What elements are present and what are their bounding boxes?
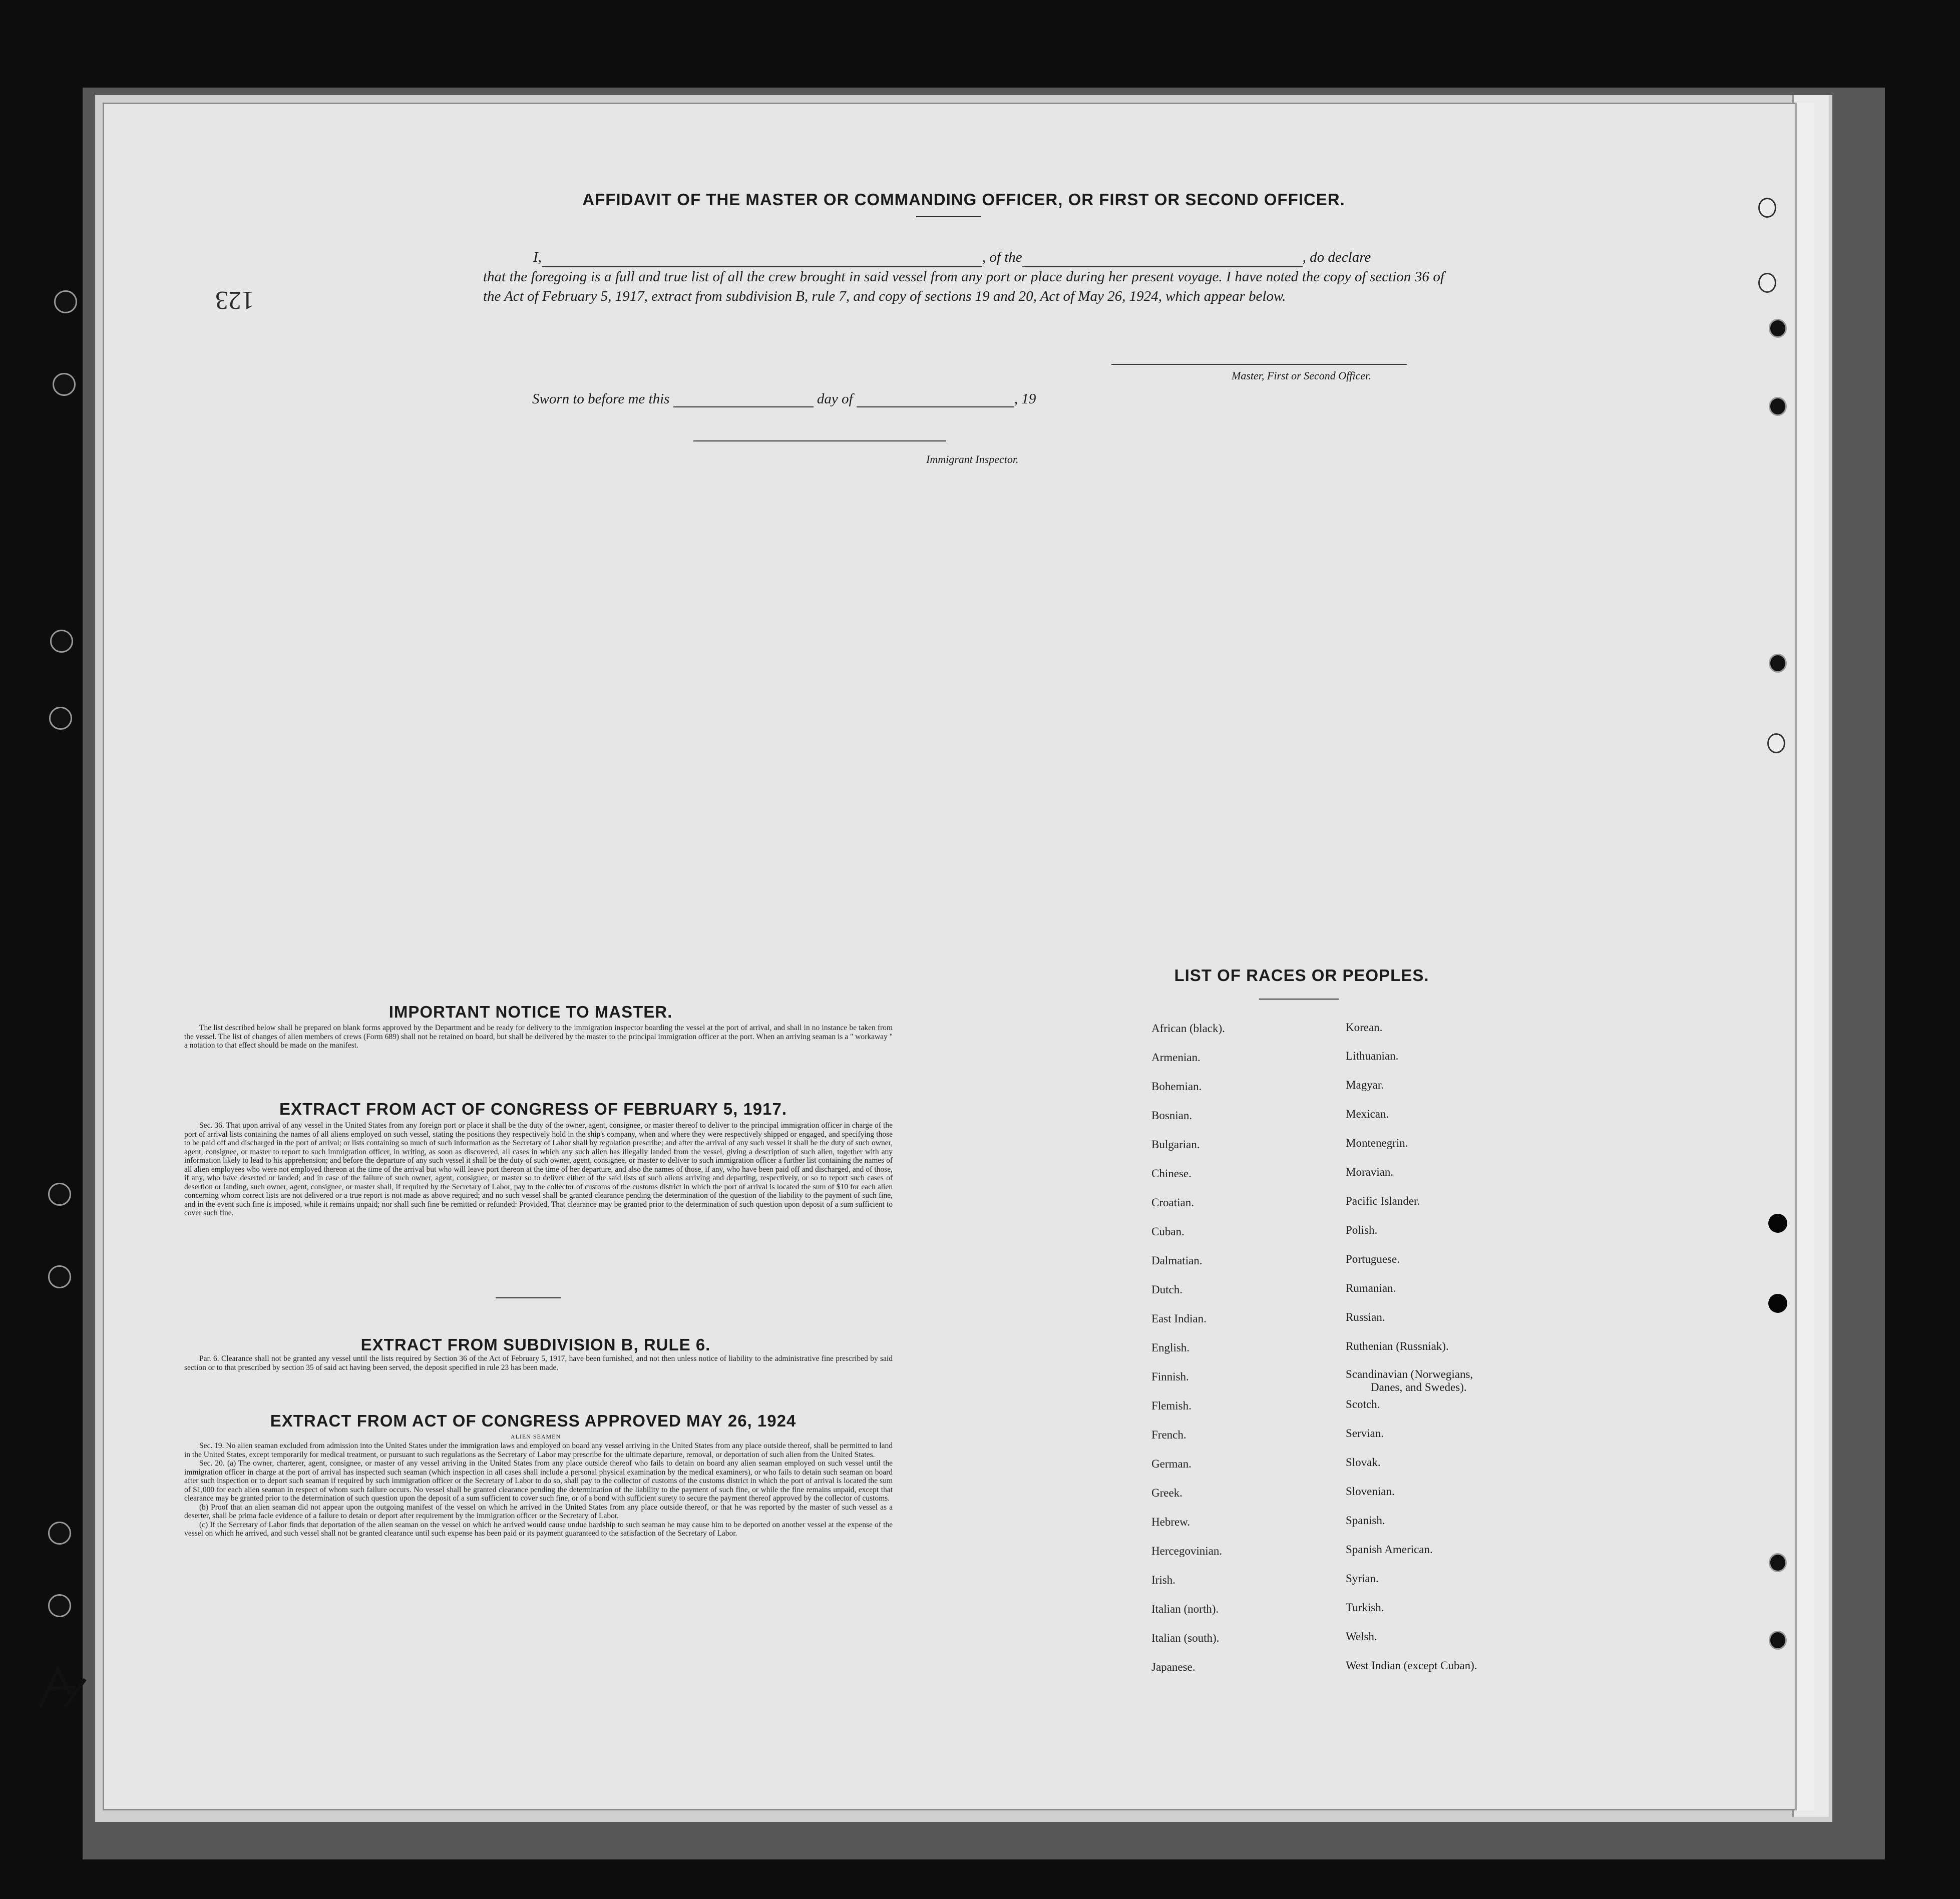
punch-hole <box>1768 1214 1787 1233</box>
section-divider <box>496 1297 561 1298</box>
race-item: Scotch. <box>1346 1398 1380 1410</box>
race-item: Flemish. <box>1151 1399 1192 1412</box>
punch-hole <box>54 290 77 313</box>
race-item: African (black). <box>1151 1022 1225 1035</box>
punch-hole <box>1769 397 1787 416</box>
race-item: Spanish American. <box>1346 1543 1433 1556</box>
race-item: Finnish. <box>1151 1370 1189 1383</box>
punch-hole <box>49 707 72 730</box>
race-item: Croatian. <box>1151 1196 1194 1209</box>
punch-hole <box>1758 198 1776 218</box>
vessel-field[interactable] <box>1022 253 1303 267</box>
affidavit-declare-label: , do declare <box>1302 249 1371 265</box>
section-20a-paragraph: Sec. 20. (a) The owner, charterer, agent, consignee, or master of any vessel arriving in the United States from any place outside thereof who fails to detain on board any alien seaman employed on such vessel until the immigration officer in charge at the port of arrival has inspected such seaman (which inspection in all cases shall include a personal physical examination by the medical examiners), or who fails to detain such seaman on board after such inspection or to deport such seaman if required by such immigration officer or the Secretary of Labor to do so, shall pay to the collector of customs of the customs district in which the port of arrival is located the sum of $1,000 for each alien seaman in respect of whom such failure occurs. No vessel shall be granted clearance pending the determination of the liability to the payment of such fine, or while the fine remains unpaid, except that clearance may be granted prior to the determination of such question upon the deposit of a sum sufficient to cover such fine, or of a bond with sufficient surety to secure the payment thereof approved by the collector of customs. <box>184 1459 893 1503</box>
race-item: Syrian. <box>1346 1572 1379 1585</box>
punch-hole <box>1769 1553 1787 1572</box>
race-item: Bosnian. <box>1151 1109 1193 1122</box>
extract-1924-body <box>184 1442 893 1538</box>
affidavit-body <box>483 248 1444 306</box>
race-item: English. <box>1151 1341 1190 1354</box>
race-item: Slovenian. <box>1346 1485 1395 1498</box>
inspector-signature-line[interactable] <box>693 440 946 441</box>
extract-1917-title: EXTRACT FROM ACT OF CONGRESS OF FEBRUARY 5, 1917. <box>279 1100 788 1118</box>
page-edge-strip <box>1795 103 1814 1810</box>
race-item: Portuguese. <box>1346 1253 1400 1265</box>
affidavit-title: AFFIDAVIT OF THE MASTER OR COMMANDING OFFICER, OR FIRST OR SECOND OFFICER. <box>582 190 1345 209</box>
race-item: French. <box>1151 1429 1187 1441</box>
notice-body <box>184 1024 893 1050</box>
sworn-day-field[interactable] <box>673 393 814 407</box>
race-item: Welsh. <box>1346 1630 1377 1643</box>
page-number: 123 <box>215 286 254 314</box>
race-item: Montenegrin. <box>1346 1137 1408 1149</box>
race-item: Rumanian. <box>1346 1282 1396 1294</box>
race-item: Italian (north). <box>1151 1603 1219 1615</box>
race-item: Lithuanian. <box>1346 1050 1399 1062</box>
race-item: Hercegovinian. <box>1151 1545 1223 1557</box>
punch-hole <box>48 1265 71 1288</box>
race-item: German. <box>1151 1458 1192 1470</box>
punch-hole <box>1758 273 1776 293</box>
affidavit-declaration-line <box>483 248 1444 267</box>
race-item: Korean. <box>1346 1021 1383 1034</box>
year-label: , 19 <box>1014 391 1036 407</box>
race-item: Magyar. <box>1346 1079 1384 1091</box>
sworn-statement <box>532 391 1036 407</box>
alien-seamen-subtitle: ALIEN SEAMEN <box>510 1433 561 1440</box>
title-divider <box>916 216 981 217</box>
punch-hole <box>48 1522 71 1545</box>
race-item-line: Scandinavian (Norwegians, <box>1346 1368 1473 1380</box>
race-item: Moravian. <box>1346 1166 1394 1178</box>
handwritten-mark-icon <box>35 1659 95 1714</box>
affidavit-i-label: I, <box>533 249 542 265</box>
notice-paragraph: The list described below shall be prepared on blank forms approved by the Department and be ready for delivery to the immigration inspector boarding the vessel at the port of arrival, and shall in no instance be taken from the vessel. The list of changes of alien members of crews (Form 689) shall not be retained on board, but shall be delivered by the master to the principal immigration officer at the port. When an arriving seaman is a " workaway " a notation to that effect should be made on the manifest. <box>184 1024 893 1050</box>
race-item: Dalmatian. <box>1151 1254 1203 1267</box>
master-signature-line[interactable] <box>1111 364 1407 365</box>
race-item: Dutch. <box>1151 1283 1183 1296</box>
race-item-continuation: Danes, and Swedes). <box>1371 1381 1467 1393</box>
race-item: Servian. <box>1346 1427 1384 1440</box>
affidavit-statement: that the foregoing is a full and true list of all the crew brought in said vessel from any port or place during her present voyage. I have noted the copy of section 36 of the Act of February 5, 1917, extract from subdivision B, rule 7, and copy of sections 19 and 20, Act of May 26, 1924, which appear below. <box>483 269 1444 304</box>
master-signature-label: Master, First or Second Officer. <box>1232 369 1371 382</box>
race-item: Russian. <box>1346 1311 1385 1323</box>
extract-rule-6-title: EXTRACT FROM SUBDIVISION B, RULE 6. <box>360 1335 711 1354</box>
race-item: Bohemian. <box>1151 1080 1202 1093</box>
race-item: Pacific Islander. <box>1346 1195 1420 1207</box>
race-item: Japanese. <box>1151 1661 1196 1673</box>
punch-hole <box>53 373 76 396</box>
punch-hole <box>48 1594 71 1617</box>
punch-hole <box>50 630 73 653</box>
punch-hole <box>1768 1294 1787 1313</box>
extract-rule-6-body <box>184 1354 893 1372</box>
sworn-month-field[interactable] <box>857 393 1014 407</box>
punch-hole <box>48 1183 71 1206</box>
race-item: Ruthenian (Russniak). <box>1346 1340 1449 1352</box>
races-divider <box>1259 999 1339 1000</box>
race-item: Cuban. <box>1151 1225 1185 1238</box>
inspector-signature-label: Immigrant Inspector. <box>926 453 1019 465</box>
punch-hole <box>1769 654 1787 673</box>
extract-1924-title: EXTRACT FROM ACT OF CONGRESS APPROVED MAY 26, 1924 <box>270 1411 797 1430</box>
punch-hole <box>1767 733 1785 753</box>
section-19-paragraph: Sec. 19. No alien seaman excluded from admission into the United States under the immigration laws and employed on board any vessel arriving in the United States from any place outside thereof, shall be permitted to land in the United States, except temporarily for medical treatment, or pursuant to such regulations as the Secretary of Labor may prescribe for the ultimate departure, removal, or deportation of such alien from the United States. <box>184 1442 893 1459</box>
race-item: Spanish. <box>1346 1514 1385 1527</box>
rule-6-paragraph: Par. 6. Clearance shall not be granted any vessel until the lists required by Section 36 of the Act of February 5, 1917, have been furnished, and not then unless notice of liability to the administrative fine prescribed by said section or to that prescribed by section 35 of said act having been served, the deposit specified in rule 23 has been made. <box>184 1354 893 1372</box>
race-item: Polish. <box>1346 1224 1378 1236</box>
race-item: East Indian. <box>1151 1312 1207 1325</box>
affidavit-of-the-label: , of the <box>982 249 1022 265</box>
race-item <box>1346 1368 1473 1394</box>
race-item: Irish. <box>1151 1574 1175 1586</box>
day-of-label: day of <box>817 391 853 407</box>
sworn-label: Sworn to before me this <box>532 391 670 407</box>
punch-hole <box>1769 319 1787 338</box>
race-item: Turkish. <box>1346 1601 1384 1614</box>
section-20b-paragraph: (b) Proof that an alien seaman did not appear upon the outgoing manifest of the vessel on which he arrived in the United States from any place outside thereof, or that he was reported by the master of such vessel as a deserter, shall be prima facie evidence of a failure to detain or deport after requirement by the immigration officer or the Secretary of Labor. <box>184 1503 893 1520</box>
race-item: Bulgarian. <box>1151 1138 1200 1151</box>
race-item: Armenian. <box>1151 1051 1201 1064</box>
races-title: LIST OF RACES OR PEOPLES. <box>1174 966 1429 985</box>
section-20c-paragraph: (c) If the Secretary of Labor finds that deportation of the alien seaman on the vessel on which he arrived would cause undue hardship to such seaman he may cause him to be deported on another vessel at the expense of the vessel on which he arrived, and such vessel shall not be granted clearance until such expense has been paid or its payment guaranteed to the satisfaction of the Secretary of Labor. <box>184 1520 893 1538</box>
race-item: West Indian (except Cuban). <box>1346 1659 1477 1672</box>
notice-title: IMPORTANT NOTICE TO MASTER. <box>388 1003 673 1021</box>
section-36-paragraph: Sec. 36. That upon arrival of any vessel in the United States from any foreign port or place it shall be the duty of the owner, agent, consignee, or master thereof to deliver to the principal immigration officer in charge of the port of arrival lists containing the names of all aliens employed on such vessel, stating the positions they respectively hold in the ship's company, when and where they were respectively shipped or engaged, and specifying those to be paid off and discharged in the port of arrival; or lists containing so much of such information as the Secretary of Labor shall by regulation prescribe; and after the arrival of any such vessel it shall be the duty of such owner, agent, consignee, or master to report to such immigration officer, in writing, as soon as discovered, all cases in which any such alien has illegally landed from the vessel, giving a description of such alien, together with any information likely to lead to his apprehension; and before the departure of any such vessel it shall be the duty of such owner, agent, consignee, or master to deliver to such immigration officer a further list containing the names of all alien employees who were not employed thereon at the time of the arrival but who will leave port thereon at the time of her departure, and also the names of those, if any, who have been paid off and discharged, and of those, if any, who have deserted or landed; and in case of the failure of such owner, agent, consignee, or master so to deliver either of the said lists of such aliens arriving and departing, respectively, or so to report such cases of desertion or landing, such owner, agent, consignee, or master shall, if required by the Secretary of Labor, pay to the collector of customs of the customs district in which the port of arrival is located the sum of $10 for each alien concerning whom correct lists are not delivered or a true report is not made as above required; and no such vessel shall be granted clearance pending the determination of the question of the liability to the payment of such fine, and in the event such fine is imposed, while it remains unpaid; nor shall such fine be remitted or refunded: Provided, That clearance may be granted prior to the determination of such question upon deposit of a sum sufficient to cover such fine. <box>184 1121 893 1217</box>
race-item: Slovak. <box>1346 1456 1381 1469</box>
race-item: Hebrew. <box>1151 1516 1191 1528</box>
document-page <box>103 103 1812 1810</box>
race-item: Chinese. <box>1151 1167 1192 1180</box>
race-item: Mexican. <box>1346 1108 1389 1120</box>
punch-hole <box>1769 1631 1787 1650</box>
extract-1917-body <box>184 1121 893 1218</box>
name-field[interactable] <box>542 253 982 267</box>
race-item: Greek. <box>1151 1487 1183 1499</box>
race-item: Italian (south). <box>1151 1632 1220 1644</box>
